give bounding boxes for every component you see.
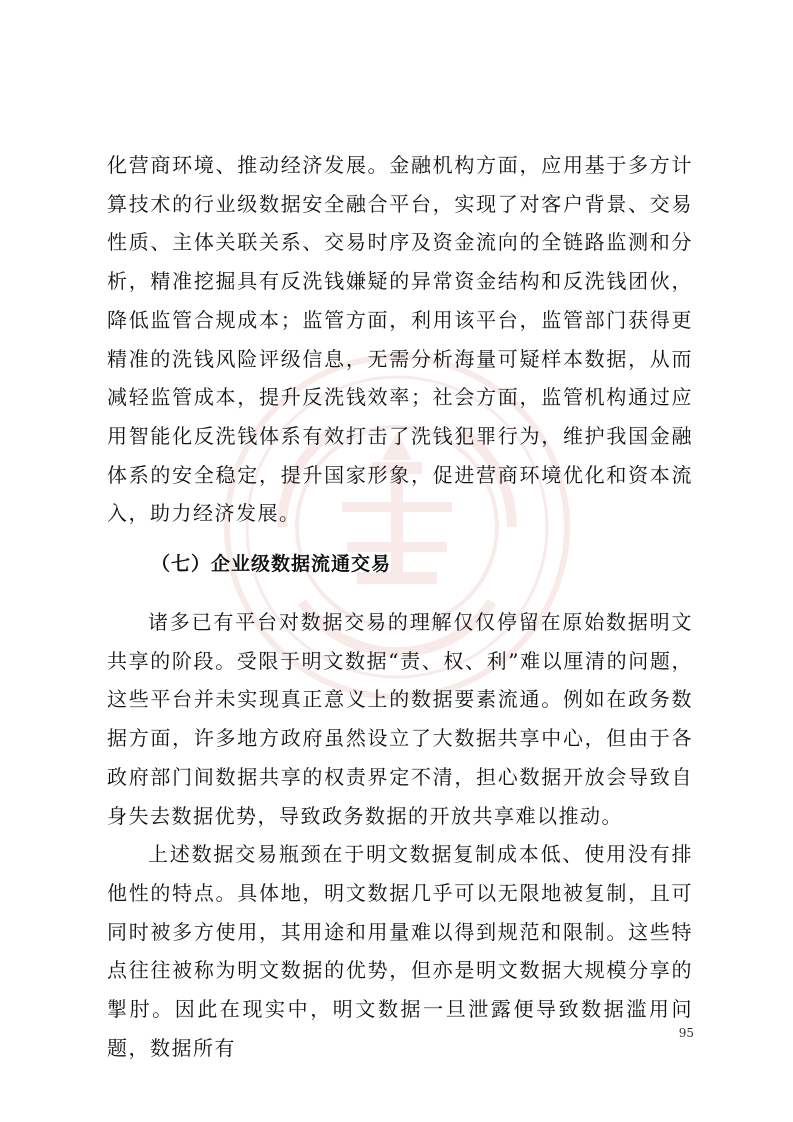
- paragraph-continued: 化营商环境、推动经济发展。金融机构方面，应用基于多方计算技术的行业级数据安全融合平台，实现了对客户背景、交易性质、主体关联关系、交易时序及资金流向的全链路监测和分析，精准挖掘具有反洗钱嫌疑的异常资金结构和反洗钱团伙，降低监管合规成本；监管方面，利用该平台，监管部门获得更精准的洗钱风险评级信息，无需分析海量可疑样本数据，从而减轻监管成本，提升反洗钱效率；社会方面，监管机构通过应用智能化反洗钱体系有效打击了洗钱犯罪行为，维护我国金融体系的安全稳定，提升国家形象，促进营商环境优化和资本流入，助力经济发展。: [107, 153, 693, 526]
- document-body: [107, 146, 693, 1067]
- page-number: 95: [678, 1026, 694, 1040]
- section-heading: （七）企业级数据流通交易: [151, 553, 392, 576]
- paragraph-3: 上述数据交易瓶颈在于明文数据复制成本低、使用没有排他性的特点。具体地，明文数据几乎可以无限地被复制，且可同时被多方使用，其用途和用量难以得到规范和限制。这些特点往往被称为明文数据的优势，但亦是明文数据大规模分享的掣肘。因此在现实中，明文数据一旦泄露便导致数据滥用问题，数据所有: [107, 842, 693, 1060]
- paragraph-2: 诸多已有平台对数据交易的理解仅仅停留在原始数据明文共享的阶段。受限于明文数据“责、权、利”难以厘清的问题，这些平台并未实现真正意义上的数据要素流通。例如在政务数据方面，许多地方政府虽然设立了大数据共享中心，但由于各政府部门间数据共享的权责界定不清，担心数据开放会导致自身失去数据优势，导致政务数据的开放共享难以推动。: [107, 610, 693, 828]
